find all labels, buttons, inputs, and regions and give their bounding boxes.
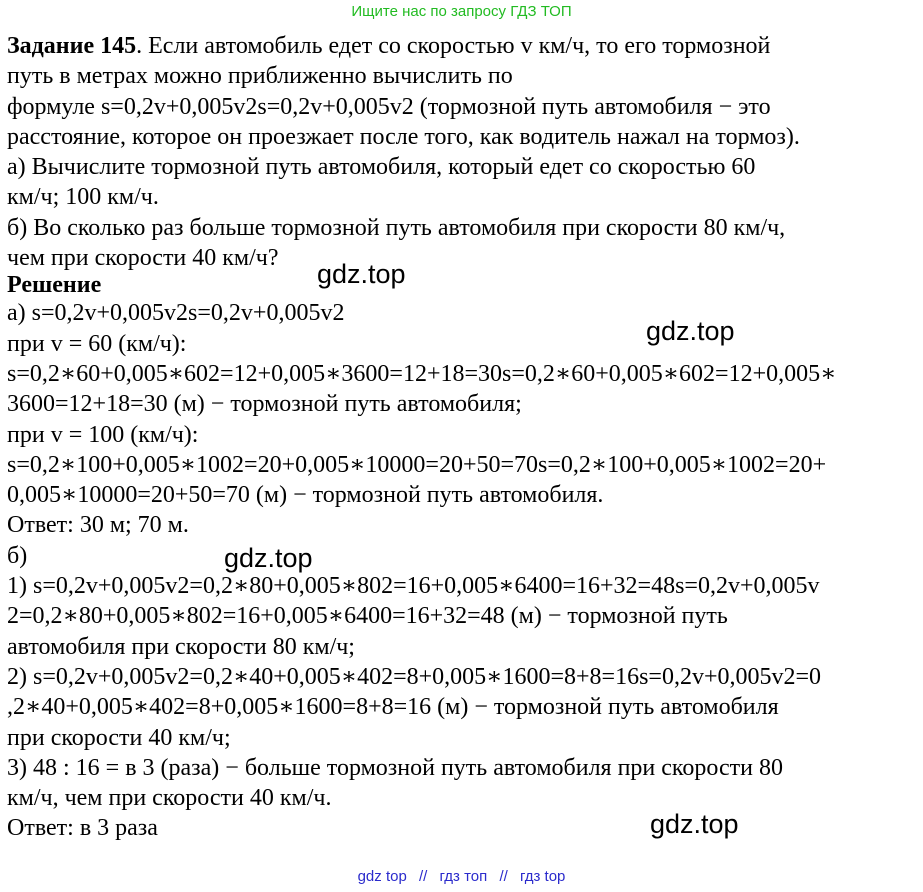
solution-b-label: б): [7, 542, 28, 569]
document-body: [7, 31, 912, 844]
solution-b2-line3: при скорости 40 км/ч;: [7, 724, 231, 751]
solution-b1-line3: автомобиля при скорости 80 км/ч;: [7, 633, 355, 660]
banner-text: Ищите нас по запросу ГДЗ ТОП: [351, 3, 572, 20]
solution-a-case1-line2: 3600=12+18=30 (м) − тормозной путь автомобиля;: [7, 391, 522, 418]
footer-separator: //: [418, 868, 428, 885]
solution-b1-line1: 1) s=0,2v+0,005v2=0,2∗80+0,005∗802=16+0,005∗6400=16+32=48s=0,2v+0,005v: [7, 573, 820, 600]
top-banner: [0, 3, 923, 21]
solution-b2-line1: 2) s=0,2v+0,005v2=0,2∗40+0,005∗402=8+0,005∗1600=8+8=16s=0,2v+0,005v2=0: [7, 663, 822, 690]
watermark: gdz.top: [224, 543, 313, 573]
task-intro: . Если автомобиль едет со скоростью v км/ч, то его тормозной: [136, 33, 771, 59]
solution-a-formula: а) s=0,2v+0,005v2s=0,2v+0,005v2: [7, 300, 345, 327]
footer-link-gdz-top-mixed[interactable]: гдз top: [519, 868, 566, 885]
footer-link-gdz-top[interactable]: gdz top: [357, 868, 407, 885]
task-line-1: [7, 31, 912, 61]
task-line-7: б) Во сколько раз больше тормозной путь автомобиля при скорости 80 км/ч,: [7, 214, 786, 241]
task-line-8: чем при скорости 40 км/ч?: [7, 245, 279, 272]
watermark: gdz.top: [650, 809, 739, 839]
watermark: gdz.top: [646, 316, 735, 346]
footer-link-gdz-top-ru[interactable]: гдз топ: [439, 868, 488, 885]
solution-a-case2-label: при v = 100 (км/ч):: [7, 421, 199, 448]
task-title: Задание 145: [7, 33, 137, 59]
solution-a-answer: Ответ: 30 м; 70 м.: [7, 512, 189, 539]
solution-a-case1-line1: s=0,2∗60+0,005∗602=12+0,005∗3600=12+18=30s=0,2∗60+0,005∗602=12+0,005∗: [7, 360, 837, 387]
solution-a-case1-label: при v = 60 (км/ч):: [7, 330, 187, 357]
task-line-6: км/ч; 100 км/ч.: [7, 184, 159, 211]
task-line-5: а) Вычислите тормозной путь автомобиля, который едет со скоростью 60: [7, 154, 756, 181]
solution-b3-line1: 3) 48 : 16 = в 3 (раза) − больше тормозной путь автомобиля при скорости 80: [7, 754, 783, 781]
task-line-2: путь в метрах можно приближенно вычислить по: [7, 63, 513, 90]
solution-a-case2-line1: s=0,2∗100+0,005∗1002=20+0,005∗10000=20+50=70s=0,2∗100+0,005∗1002=20+: [7, 451, 827, 478]
solution-b2-line2: ,2∗40+0,005∗402=8+0,005∗1600=8+8=16 (м) − тормозной путь автомобиля: [7, 694, 779, 721]
solution-b3-line2: км/ч, чем при скорости 40 км/ч.: [7, 785, 332, 812]
task-line-3: формуле s=0,2v+0,005v2s=0,2v+0,005v2 (тормозной путь автомобиля − это: [7, 93, 771, 120]
solution-b1-line2: 2=0,2∗80+0,005∗802=16+0,005∗6400=16+32=48 (м) − тормозной путь: [7, 603, 728, 630]
watermark: gdz.top: [317, 259, 406, 289]
footer: [0, 868, 923, 886]
task-line-4: расстояние, которое он проезжает после того, как водитель нажал на тормоз).: [7, 123, 800, 150]
footer-separator: //: [499, 868, 508, 885]
solution-b-answer: Ответ: в 3 раза: [7, 815, 158, 842]
solution-heading: Решение: [7, 272, 102, 299]
solution-a-case2-line2: 0,005∗10000=20+50=70 (м) − тормозной путь автомобиля.: [7, 482, 604, 509]
